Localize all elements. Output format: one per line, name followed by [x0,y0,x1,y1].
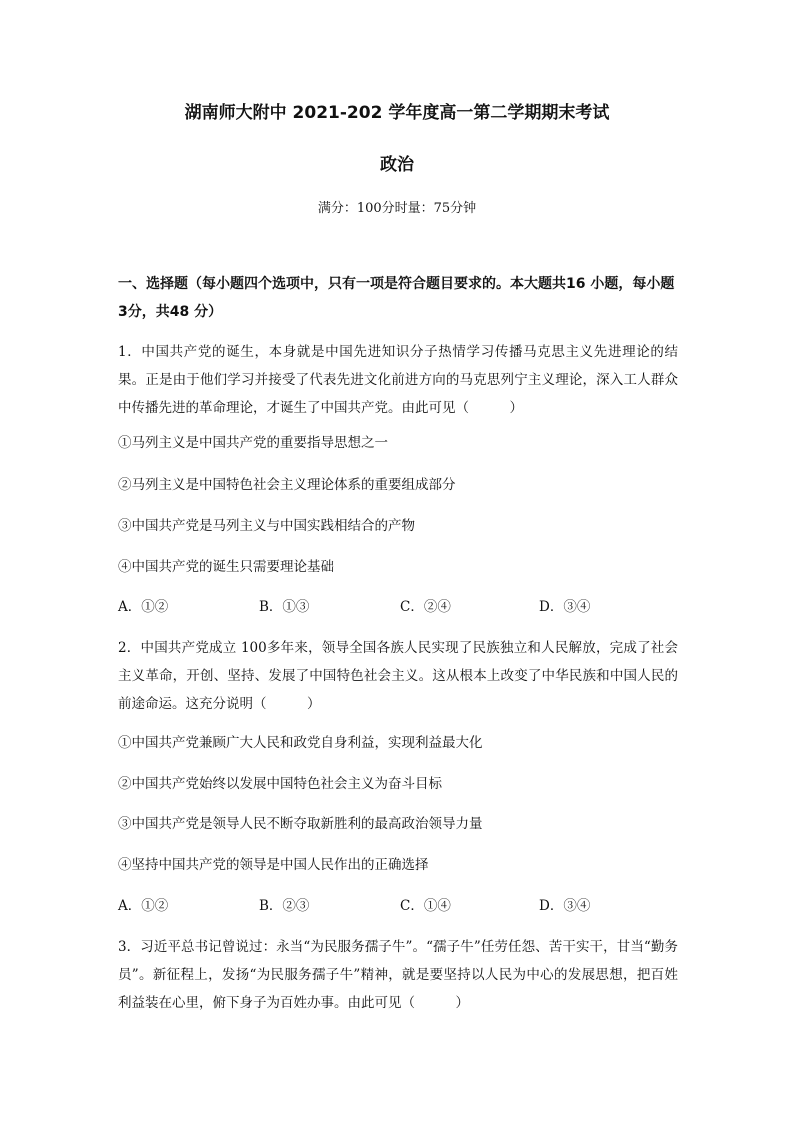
question-1-option-2: ②马列主义是中国特色社会主义理论体系的重要组成部分 [118,477,456,493]
question-2-choice-d: D．③④ [539,898,591,914]
question-1-option-4: ④中国共产党的诞生只需要理论基础 [118,559,334,575]
question-1-stem: 1．中国共产党的诞生，本身就是中国先进知识分子热情学习传播马克思主义先进理论的结果。正是由于他们学习并接受了代表先进文化前进方向的马克思列宁主义理论，深入工人群众中传播先进的革命理论，才诞生了中国共产党。由此可见（ ） [118,344,678,416]
question-2-choice-b: B．②③ [259,898,310,914]
question-3-stem: 3．习近平总书记曾说过：永当“为民服务孺子牛”。“孺子牛”任劳任怨、苦干实干，甘当“勤务员”。新征程上，发扬“为民服务孺子牛”精神，就是要坚持以人民为中心的发展思想，把百姓利益装在心里，俯下身子为百姓办事。由此可见（ ） [118,939,678,1011]
exam-subject: 政治 [380,155,414,175]
question-1-choice-c: C．②④ [400,599,451,615]
question-1-choice-b: B．①③ [259,599,310,615]
question-2-choice-a: A．①② [118,898,169,914]
question-1-choice-d: D．③④ [539,599,591,615]
exam-meta: 满分：100分时量：75分钟 [317,201,477,216]
question-2-choices [118,896,678,916]
exam-title: 湖南师大附中 2021-202 学年度高一第二学期期末考试 [184,103,610,123]
question-2-option-2: ②中国共产党始终以发展中国特色社会主义为奋斗目标 [118,776,442,792]
question-1-option-1: ①马列主义是中国共产党的重要指导思想之一 [118,435,388,451]
question-1-choice-a: A．①② [118,599,169,615]
question-2-option-1: ①中国共产党兼顾广大人民和政党自身利益，实现利益最大化 [118,735,483,751]
question-2-stem: 2．中国共产党成立 100多年来，领导全国各族人民实现了民族独立和人民解放，完成了社会主义革命，开创、坚持、发展了中国特色社会主义。这从根本上改变了中华民族和中国人民的前途命运。这充分说明（ ） [118,640,678,712]
question-2-option-3: ③中国共产党是领导人民不断夺取新胜利的最高政治领导力量 [118,816,483,832]
question-1-choices [118,597,678,617]
section-heading: 一、选择题（每小题四个选项中，只有一项是符合题目要求的。本大题共16 小题，每小题3分，共48 分） [118,276,675,320]
question-1-option-3: ③中国共产党是马列主义与中国实践相结合的产物 [118,518,415,534]
question-2-choice-c: C．①④ [400,898,451,914]
question-2-option-4: ④坚持中国共产党的领导是中国人民作出的正确选择 [118,857,429,873]
